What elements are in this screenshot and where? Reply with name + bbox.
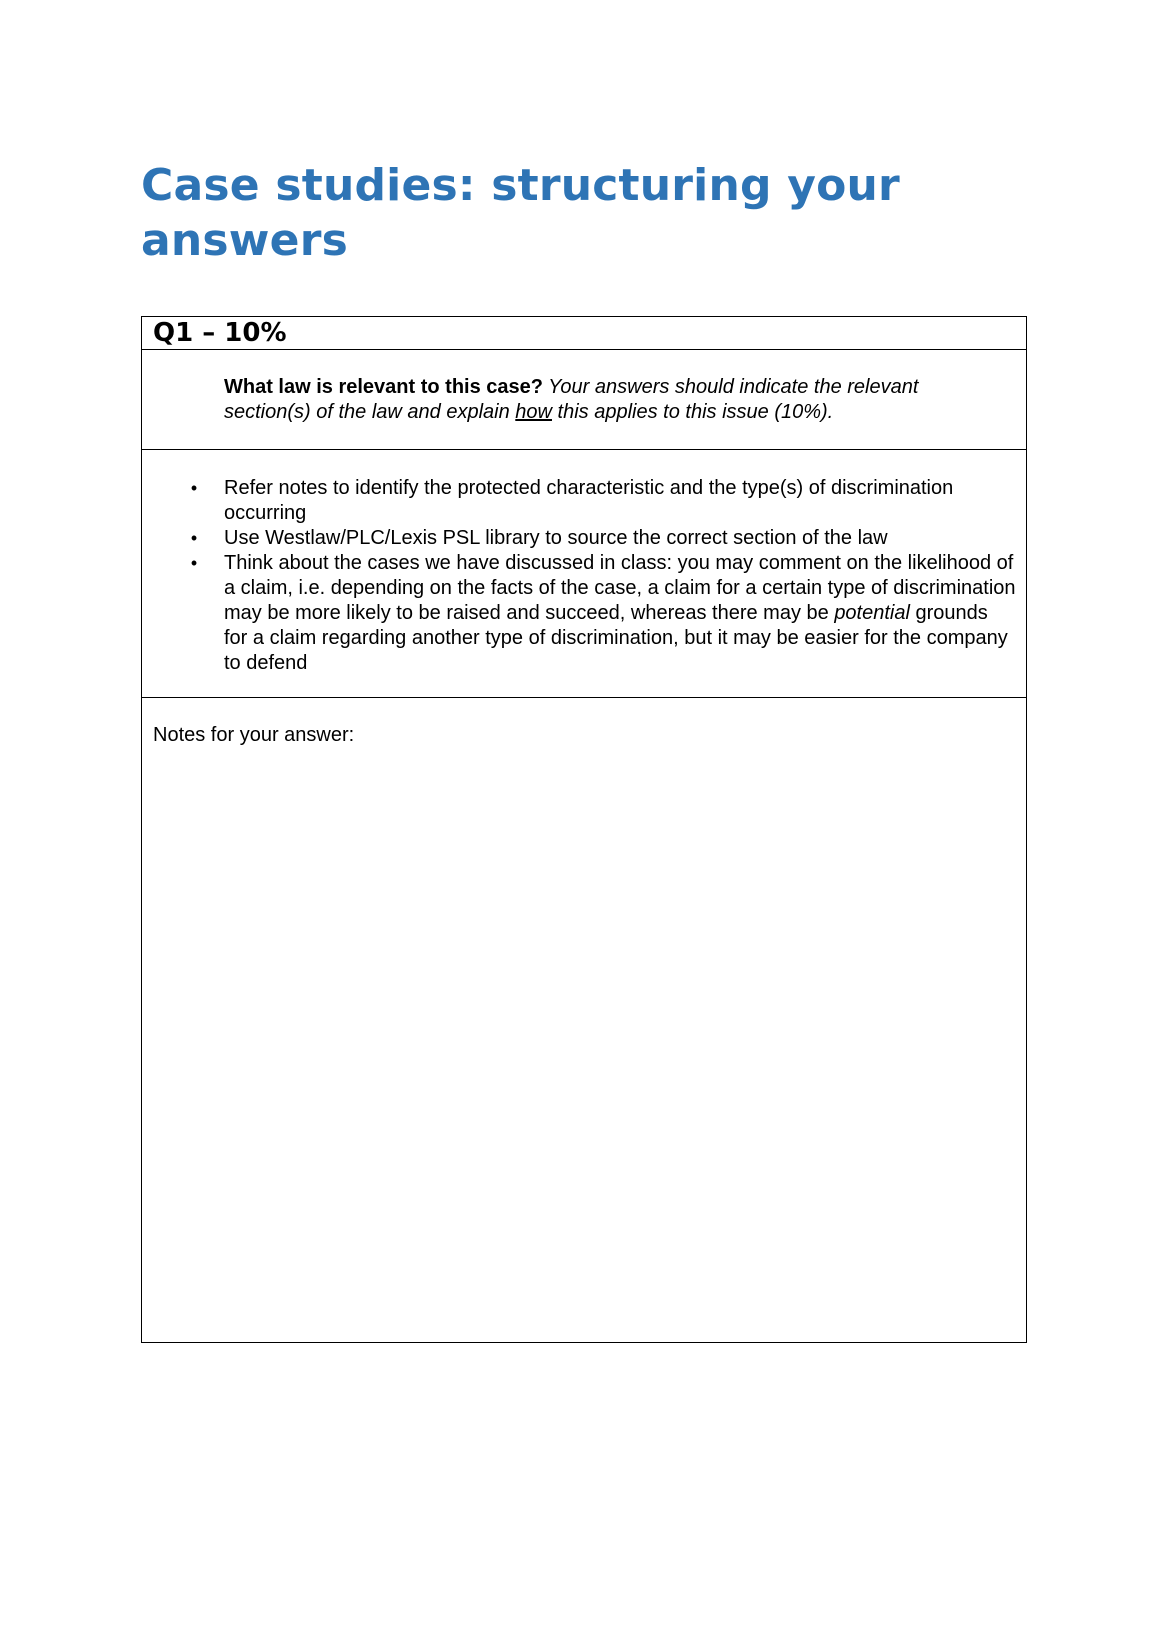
page-title: Case studies: structuring your answers — [141, 160, 900, 266]
hint-text: Refer notes to identify the protected characteristic and the type(s) of discrimination occurring — [224, 477, 954, 524]
bullet-icon: • — [190, 478, 198, 498]
hints-section — [142, 450, 1026, 698]
notes-label: Notes for your answer: — [153, 724, 355, 746]
question-prompt-italic-2: this applies to this issue (10%). — [551, 401, 834, 423]
hint-text: Use Westlaw/PLC/Lexis PSL library to source the correct section of the law — [224, 527, 888, 549]
bullet-icon: • — [190, 553, 198, 573]
question-header: Q1 – 10% — [142, 317, 1026, 350]
bullet-icon: • — [190, 528, 198, 548]
question-table — [141, 316, 1027, 1343]
question-prompt-italic-1: Your answers should indicate the relevant section(s) of the law and explain — [224, 376, 919, 423]
hint-text — [224, 552, 1016, 674]
question-prompt — [142, 350, 1026, 450]
notes-answer-area[interactable] — [142, 698, 1026, 1342]
question-prompt-underline: how — [515, 401, 552, 423]
hint-text-italic: potential — [834, 602, 910, 624]
hint-item — [142, 476, 1016, 526]
hints-list — [142, 476, 1016, 676]
hint-item — [142, 526, 1016, 551]
hint-text-part: grounds for a claim regarding another type of discrimination, but it may be easier for the company to defend — [224, 602, 1008, 674]
question-prompt-bold: What law is relevant to this case? — [224, 376, 543, 398]
hint-item — [142, 551, 1016, 676]
hint-text-part: Think about the cases we have discussed in class: you may comment on the likelihood of a claim, i.e. depending on the facts of the case, a claim for a certain type of discrimination may be more likely to be raised and succeed, whereas there may be — [224, 552, 1016, 624]
